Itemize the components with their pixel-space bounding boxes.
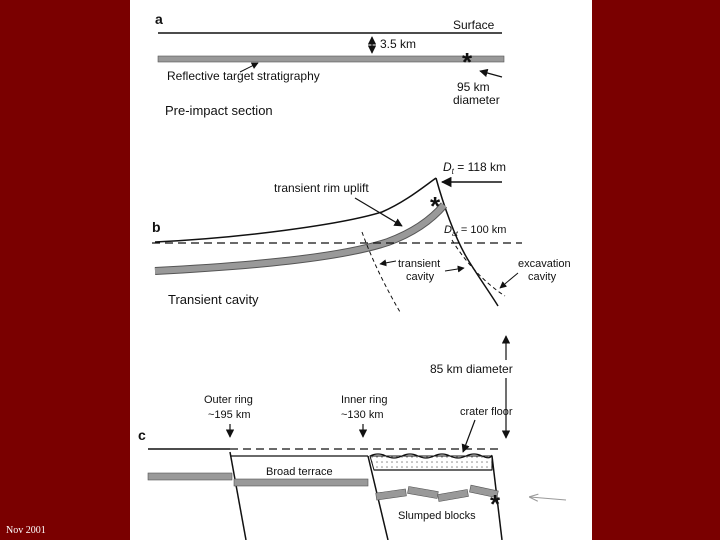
panel-a [155,11,504,118]
impact-point-c-icon: * [490,489,501,519]
diameter-arrow [480,71,502,77]
slumped-block [438,489,469,501]
panel-a-letter: a [155,11,163,27]
inner-ring-label-2: ~130 km [341,409,384,421]
depth-label: 3.5 km [380,37,417,51]
target-layer [158,56,504,62]
excavation-cavity-outline [452,240,505,296]
panel-b [152,160,571,312]
broad-terrace-label: Broad terrace [266,466,333,478]
panel-b-caption: Transient cavity [168,292,259,307]
target-layer-outer [148,473,232,480]
dat-label: $D_{at} = 100$ km [444,224,507,238]
slumped-block [408,486,439,498]
crater-infill [370,456,492,470]
excavation-label-1: excavation [518,258,571,270]
outer-ring-fault [230,452,246,540]
reference-arrow [530,497,566,500]
impact-point-b-icon: * [430,191,441,221]
transient-leader-left [380,261,396,264]
rim-uplift-leader [355,198,402,226]
panel-a-caption: Pre-impact section [165,103,273,118]
target-layer-terrace [234,479,368,486]
surface-label: Surface [453,18,495,32]
slumped-block [376,489,407,500]
transient-cavity-label-1: transient [398,258,441,270]
transient-leader-right [445,268,464,271]
target-label: Reflective target stratigraphy [167,69,320,83]
footer-date: Nov 2001 [6,525,46,536]
transient-cavity-label-2: cavity [406,271,435,283]
slumped-blocks [376,485,499,501]
slumped-blocks-label: Slumped blocks [398,510,476,522]
outer-ring-label-2: ~195 km [208,409,251,421]
diameter-word: diameter [453,93,500,107]
impact-point-icon: * [462,47,473,77]
figure-panel [130,0,592,540]
cavity-wall [436,178,498,306]
inner-ring-label-1: Inner ring [341,394,388,406]
panel-c-letter: c [138,427,146,443]
outer-ring-label-1: Outer ring [204,394,253,406]
crater-floor-leader [463,420,475,452]
crater-floor-label: crater floor [460,406,513,418]
excavation-label-2: cavity [528,271,557,283]
excavation-leader [500,273,518,288]
dt-label: $D_t = 118$ km [443,160,507,176]
panel-c [138,336,566,540]
panel-b-letter: b [152,219,161,235]
diameter-c-label: 85 km diameter [430,362,513,376]
diameter-value: 95 km [457,80,490,94]
rim-uplift-label: transient rim uplift [274,181,369,195]
crater-diagram [130,0,592,540]
